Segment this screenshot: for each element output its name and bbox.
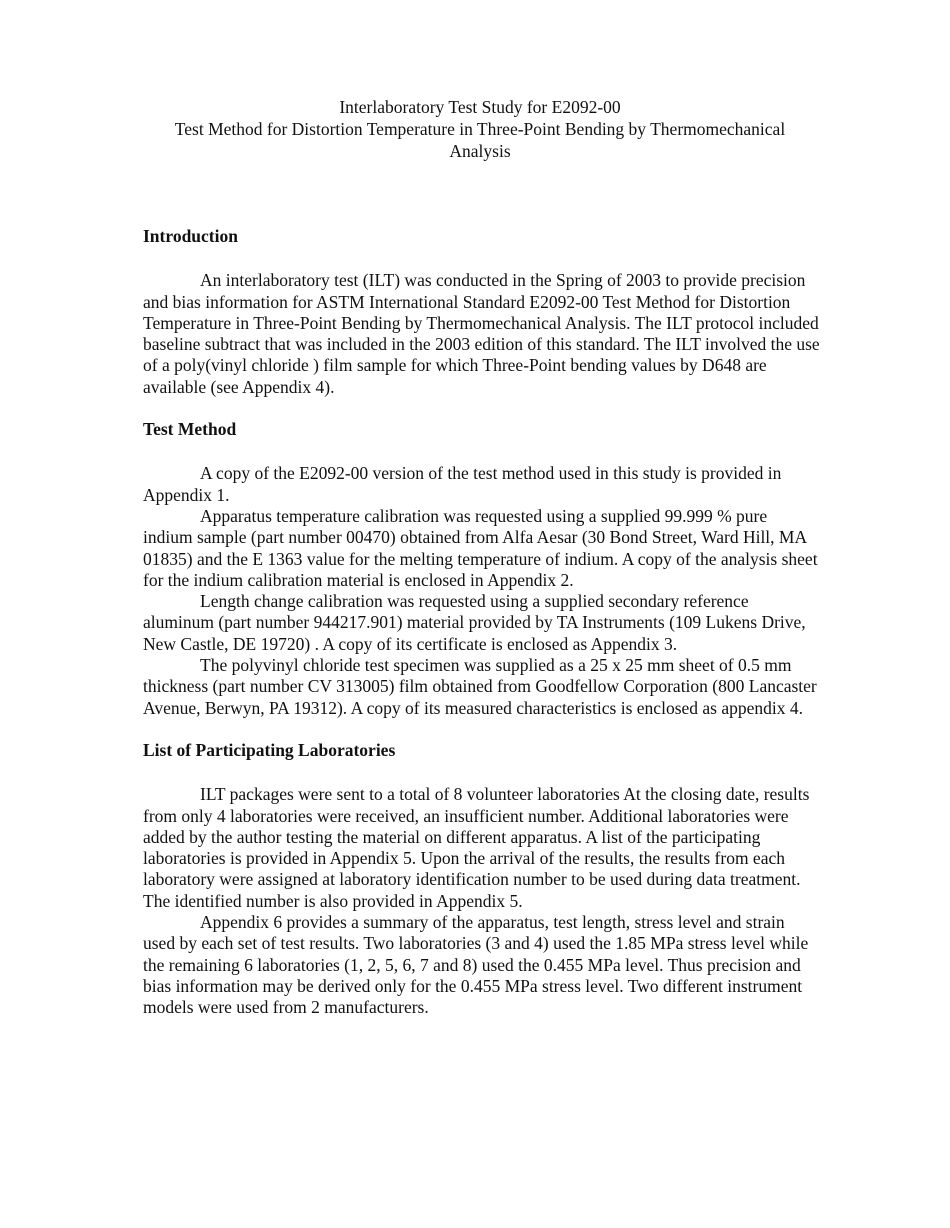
paragraph: Apparatus temperature calibration was requested using a supplied 99.999 % pure indium sample (part number 00470) obtained from Alfa Aesar (30 Bond Street, Ward Hill, MA 01835) and the E 1363 value for the melting temperature of indium. A copy of the analysis sheet for the indium calibration material is enclosed in Appendix 2. <box>143 505 818 590</box>
document-title <box>140 96 820 162</box>
paragraph: Length change calibration was requested using a supplied secondary reference aluminum (part number 944217.901) material provided by TA Instruments (109 Lukens Drive, New Castle, DE 19720) . A copy of its certificate is enclosed as Appendix 3. <box>143 591 806 654</box>
paragraph: ILT packages were sent to a total of 8 volunteer laboratories At the closing date, results from only 4 laboratories were received, an insufficient number. Additional laboratories were added by the author testing the material on different apparatus. A list of the participating laboratories is provided in Appendix 5. Upon the arrival of the results, the results from each laboratory were assigned at laboratory identification number to be used during data treatment. The identified number is also provided in Appendix 5. <box>143 784 810 911</box>
document-body <box>143 226 821 1040</box>
section-participating-laboratories <box>143 740 821 1019</box>
section-heading: Introduction <box>143 226 238 246</box>
title-line-1: Interlaboratory Test Study for E2092-00 <box>339 97 621 117</box>
paragraph: An interlaboratory test (ILT) was conducted in the Spring of 2003 to provide precision and bias information for ASTM International Standard E2092-00 Test Method for Distortion Temperature in Three-Point Bending by Thermomechanical Analysis. The ILT protocol included baseline subtract that was included in the 2003 edition of this standard. The ILT involved the use of a poly(vinyl chloride ) film sample for which Three-Point bending values by D648 are available (see Appendix 4). <box>143 270 820 397</box>
paragraph: A copy of the E2092-00 version of the test method used in this study is provided in Appendix 1. <box>143 463 782 505</box>
title-line-3: Analysis <box>449 141 511 161</box>
section-test-method <box>143 419 821 719</box>
paragraph: Appendix 6 provides a summary of the apparatus, test length, stress level and strain used by each set of test results. Two laboratories (3 and 4) used the 1.85 MPa stress level while the remaining 6 laboratories (1, 2, 5, 6, 7 and 8) used the 0.455 MPa level. Thus precision and bias information may be derived only for the 0.455 MPa stress level. Two different instrument models were used from 2 manufacturers. <box>143 912 809 1018</box>
section-introduction <box>143 226 821 398</box>
section-heading: Test Method <box>143 419 237 440</box>
section-heading: List of Participating Laboratories <box>143 739 396 760</box>
title-line-2: Test Method for Distortion Temperature in Three-Point Bending by Thermomechanical <box>174 119 786 139</box>
paragraph: The polyvinyl chloride test specimen was supplied as a 25 x 25 mm sheet of 0.5 mm thickness (part number CV 313005) film obtained from Goodfellow Corporation (800 Lancaster Avenue, Berwyn, PA 19312). A copy of its measured characteristics is enclosed as appendix 4. <box>143 655 817 718</box>
